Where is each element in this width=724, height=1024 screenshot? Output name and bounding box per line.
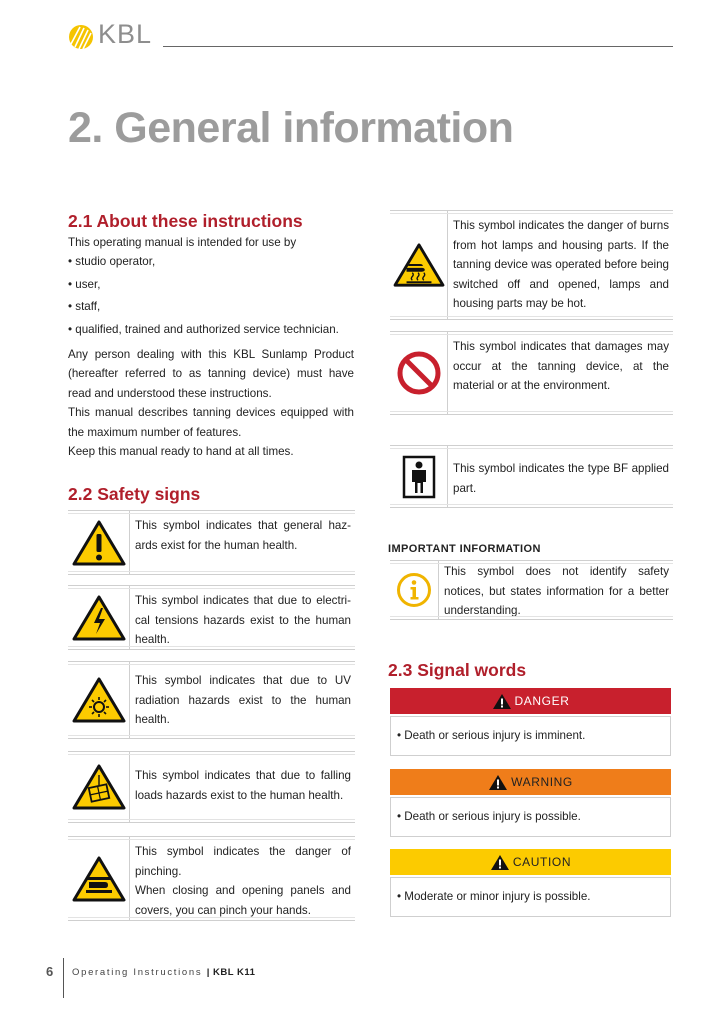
electric-hazard-icon bbox=[72, 594, 126, 642]
general-hazard-icon bbox=[72, 519, 126, 567]
sign-description: This symbol indicates the danger of burns from hot lamps and housing parts. If the tanning device was operated before being switched off and opened, lamps and housing parts may be hot. bbox=[453, 219, 669, 311]
safety-sign-row bbox=[68, 510, 355, 575]
sign-icon-cell bbox=[68, 752, 130, 822]
uv-radiation-icon bbox=[72, 676, 126, 724]
bf-applied-part-icon bbox=[402, 455, 436, 499]
safety-sign-row bbox=[68, 585, 355, 650]
hot-surface-icon bbox=[393, 242, 445, 288]
sign-icon-cell bbox=[390, 561, 439, 619]
logo-text: KBL bbox=[98, 19, 153, 49]
footer-doc-title: Operating Instructions bbox=[72, 967, 203, 978]
list-item: • user, bbox=[68, 277, 101, 291]
signal-word-label: DANGER bbox=[514, 694, 570, 708]
about-instructions-body bbox=[68, 233, 354, 461]
important-information-label: IMPORTANT INFORMATION bbox=[388, 543, 541, 555]
heading-about-instructions: 2.1 About these instructions bbox=[68, 211, 303, 231]
sign-icon-cell bbox=[68, 837, 130, 920]
heading-signal-words: 2.3 Signal words bbox=[388, 660, 527, 680]
falling-loads-icon bbox=[72, 763, 126, 811]
safety-sign-row bbox=[68, 661, 355, 739]
heading-safety-signs: 2.2 Safety signs bbox=[68, 484, 201, 504]
warning-triangle-icon bbox=[490, 854, 510, 871]
sign-description: This symbol indicates the type BF applied part. bbox=[453, 462, 669, 495]
danger-signal-bar bbox=[390, 688, 671, 714]
signal-word-description: • Death or serious injury is possible. bbox=[390, 797, 671, 837]
caution-signal-bar bbox=[390, 849, 671, 875]
warning-triangle-icon bbox=[488, 774, 508, 791]
footer-divider bbox=[63, 958, 64, 998]
footer-title bbox=[72, 967, 255, 978]
kbl-logo-icon bbox=[68, 24, 94, 50]
intro-line: This operating manual is intended for use by bbox=[68, 236, 297, 249]
signal-word-description: • Death or serious injury is imminent. bbox=[390, 716, 671, 756]
list-item: • qualified, trained and authorized service technician. bbox=[68, 322, 339, 336]
list-item: • staff, bbox=[68, 300, 101, 314]
sign-description: This symbol indicates that general haz-ards exist for the human health. bbox=[135, 519, 351, 552]
signal-word-label: CAUTION bbox=[512, 855, 572, 869]
prohibition-icon bbox=[396, 350, 442, 396]
footer-product: | KBL K11 bbox=[206, 967, 256, 978]
header-divider bbox=[163, 46, 673, 47]
safety-sign-row bbox=[390, 445, 673, 508]
safety-sign-row bbox=[68, 836, 355, 921]
sign-icon-cell bbox=[390, 446, 448, 507]
pinching-hazard-icon bbox=[72, 855, 126, 903]
sign-description: This symbol indicates that due to falling loads hazards exist to the human health. bbox=[135, 769, 351, 802]
warning-signal-bar bbox=[390, 769, 671, 795]
sign-icon-cell bbox=[68, 511, 130, 574]
warning-triangle-icon bbox=[492, 693, 512, 710]
sign-description: This symbol indicates that damages may occur at the tanning device, at the material or at the environment. bbox=[453, 340, 669, 393]
signal-word-description: • Moderate or minor injury is possible. bbox=[390, 877, 671, 917]
sign-icon-cell bbox=[390, 211, 448, 319]
safety-sign-row bbox=[390, 331, 673, 415]
sign-description: This symbol indicates that due to UV radiation hazards exist to the human health. bbox=[135, 674, 351, 727]
sign-description: This symbol indicates the danger of pinching. When closing and opening panels and covers, you can pinch your hands. bbox=[135, 845, 351, 917]
page-title: 2. General information bbox=[68, 104, 514, 152]
list-item: • studio operator, bbox=[68, 255, 156, 269]
info-icon bbox=[396, 572, 432, 608]
important-information-row bbox=[390, 560, 673, 620]
page-header bbox=[68, 19, 673, 52]
intro-paragraph: Any person dealing with this KBL Sunlamp Product (hereafter referred to as tanning device) must have read and understood these instructions. bbox=[68, 348, 354, 400]
signal-word-label: WARNING bbox=[511, 775, 573, 789]
important-information-text: This symbol does not identify safety notices, but states information for a better understanding. bbox=[444, 565, 669, 618]
intro-paragraph: This manual describes tanning devices equipped with the maximum number of features. bbox=[68, 406, 354, 439]
intro-paragraph: Keep this manual ready to hand at all times. bbox=[68, 445, 294, 459]
sign-icon-cell bbox=[68, 662, 130, 738]
safety-sign-row bbox=[390, 210, 673, 320]
sign-icon-cell bbox=[390, 332, 448, 414]
sign-description: This symbol indicates that due to electri-cal tensions hazards exist to the human health. bbox=[135, 594, 351, 647]
sign-icon-cell bbox=[68, 586, 130, 649]
page-number: 6 bbox=[46, 964, 54, 979]
safety-sign-row bbox=[68, 751, 355, 823]
